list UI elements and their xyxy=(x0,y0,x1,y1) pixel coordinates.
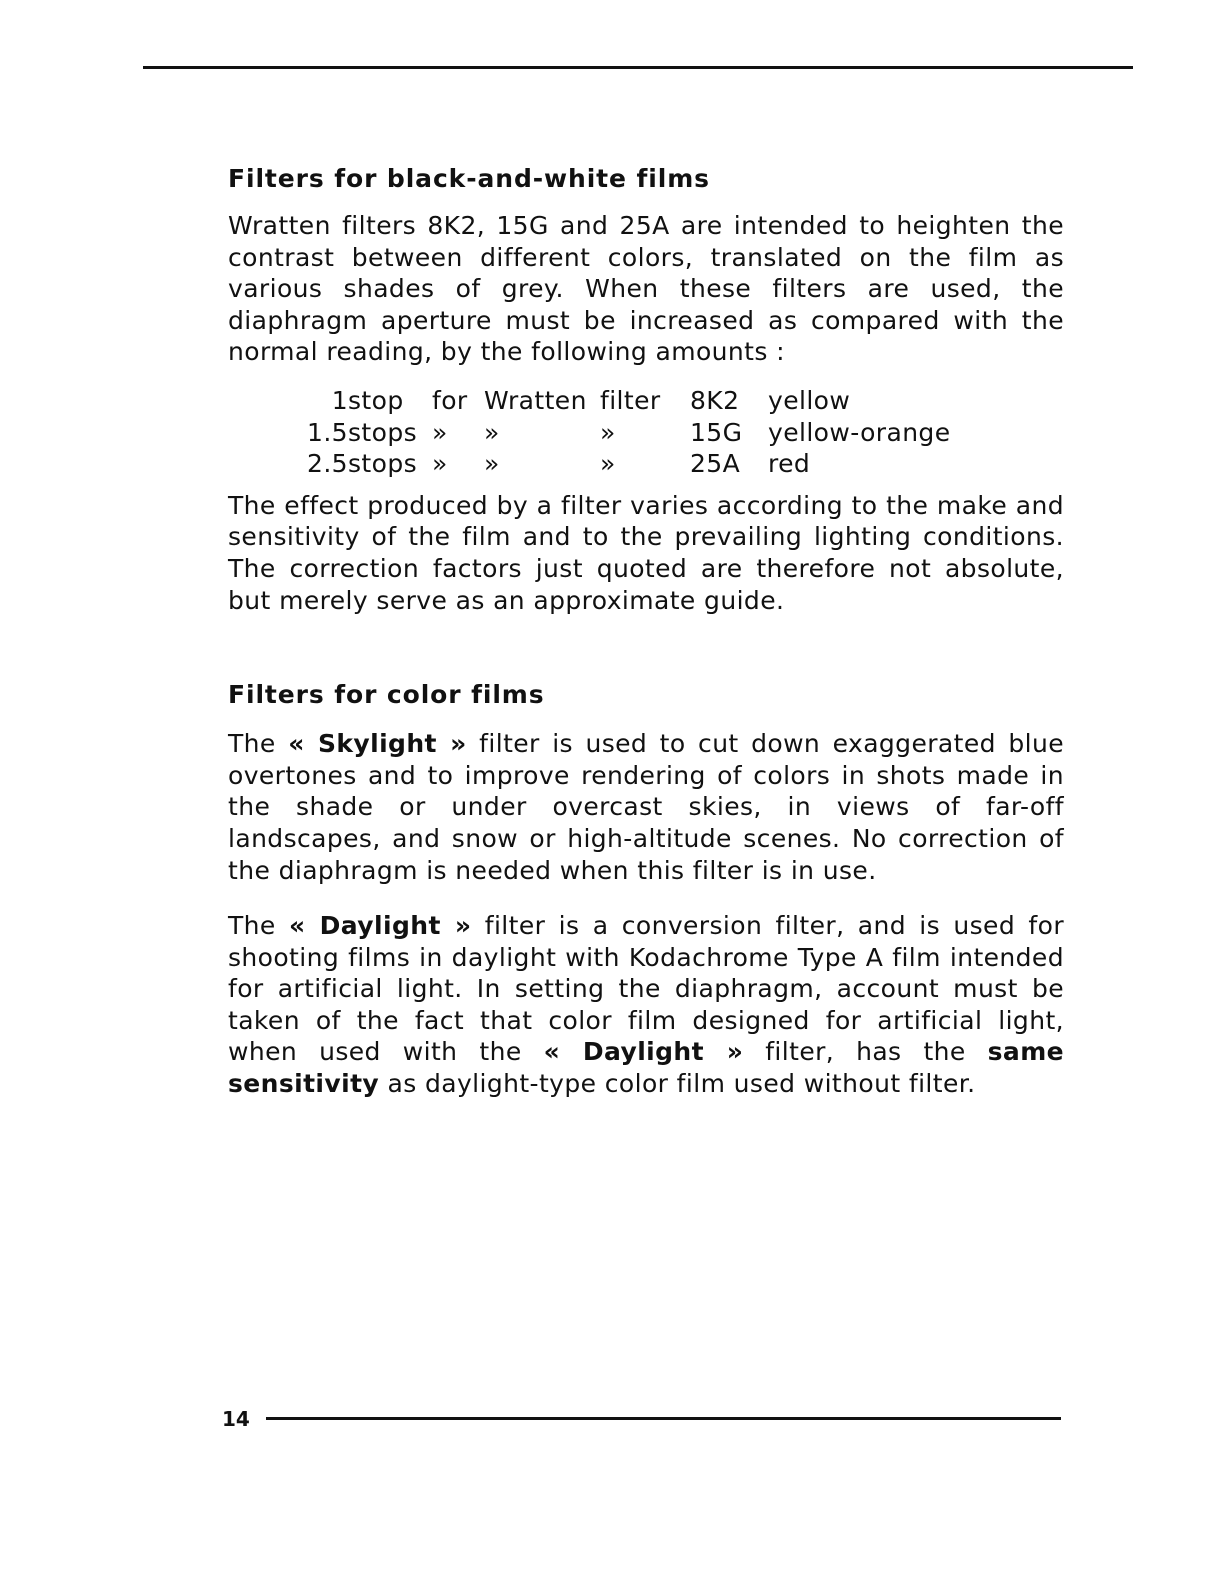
ditto-mark: » xyxy=(432,417,448,447)
stop-count: 1.5 xyxy=(307,417,348,447)
filter-color: red xyxy=(768,449,811,479)
daylight-term: « Daylight » xyxy=(543,1037,744,1067)
table-row xyxy=(288,417,950,449)
stop-count: 2.5 xyxy=(307,449,348,479)
table-row xyxy=(288,448,950,480)
text-run: filter, has the xyxy=(743,1037,988,1067)
text-run: filter is used to cut down exaggerated blue overtones and to improve rendering of colors in shots made in the shade or under overcast skies, in views of far-off landscapes, and snow or high-altitude scenes. No correction of the diaphragm is needed when this filter is in use. xyxy=(228,729,1065,885)
daylight-term: « Daylight » xyxy=(289,911,472,941)
section-title-bw-filters: Filters for black-and-white films xyxy=(228,164,710,193)
page-number: 14 xyxy=(222,1407,250,1431)
bw-filters-intro-paragraph: Wratten filters 8K2, 15G and 25A are intended to heighten the contrast between different colors, translated on the film as various shades of grey. When these filters are used, the diaphragm aperture must be increased as compared with the normal reading, by the following amounts : xyxy=(228,211,1064,367)
daylight-filter-paragraph xyxy=(228,910,1064,1100)
ditto-mark: » xyxy=(432,449,448,479)
aperture-increase-table xyxy=(288,385,950,480)
ditto-mark: » xyxy=(484,417,500,447)
stop-unit: stops xyxy=(348,449,418,479)
bw-filters-note-paragraph: The effect produced by a filter varies according to the make and sensitivity of the film and to the prevailing lighting conditions. The correction factors just quoted are therefore not absolute, but merely serve as an approximate guide. xyxy=(228,490,1064,615)
for-word: for xyxy=(432,385,468,415)
section-title-color-filters: Filters for color films xyxy=(228,680,545,710)
filter-code: 25A xyxy=(690,449,741,479)
page-footer xyxy=(222,1404,1062,1434)
text-run: filter is a conversion filter, and is used for shooting films in daylight with Kodachrome Type A film intended for artificial light. In setting the diaphragm, account must be taken of the fact that color film designed for artificial light, when used with the xyxy=(228,911,1064,1067)
text-run: The xyxy=(228,729,289,759)
bottom-rule xyxy=(266,1417,1061,1420)
stop-unit: stops xyxy=(348,417,418,447)
stop-unit: stop xyxy=(348,385,404,415)
skylight-filter-paragraph xyxy=(228,728,1064,886)
filter-code: 15G xyxy=(690,417,743,447)
ditto-mark: » xyxy=(600,449,616,479)
filter-color: yellow xyxy=(768,385,851,415)
same-sensitivity-term: same sensitivity xyxy=(228,1037,1065,1099)
text-run: as daylight-type color film used without filter. xyxy=(379,1069,976,1099)
page-content xyxy=(228,160,1064,1100)
skylight-term: « Skylight » xyxy=(288,729,467,759)
text-run: The xyxy=(228,911,290,941)
filter-brand: Wratten xyxy=(484,385,587,415)
ditto-mark: » xyxy=(484,449,500,479)
stop-count: 1 xyxy=(331,385,348,415)
top-rule xyxy=(143,66,1133,69)
ditto-mark: » xyxy=(600,417,616,447)
filter-code: 8K2 xyxy=(690,385,740,415)
table-row xyxy=(288,385,950,417)
filter-word: filter xyxy=(600,385,661,415)
filter-color: yellow-orange xyxy=(768,417,951,447)
